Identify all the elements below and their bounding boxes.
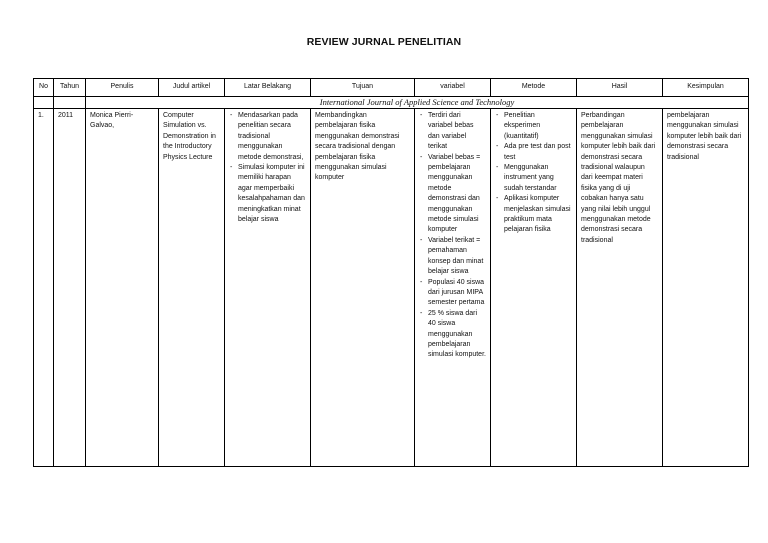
header-judul-artikel: Judul artikel — [159, 79, 225, 97]
list-item: - Populasi 40 siswa dari jurusan MIPA semester pertama — [419, 278, 486, 309]
header-hasil: Hasil — [577, 79, 663, 97]
list-item: - Mendasarkan pada penelitian secara tradisional menggunakan metode demonstrasi, — [229, 111, 306, 163]
header-tujuan: Tujuan — [311, 79, 415, 97]
list-item: - Ada pre test dan post test — [495, 142, 572, 163]
list-item: - Aplikasi komputer menjelaskan simulasi praktikum mata pelajaran fisika — [495, 194, 572, 236]
cell-no: 1. — [34, 109, 54, 467]
review-table — [33, 78, 749, 467]
cell-penulis: Monica Pierri-Galvao, — [86, 109, 159, 467]
cell-judul-artikel: Computer Simulation vs. Demonstration in the Introductory Physics Lecture — [159, 109, 225, 467]
header-tahun: Tahun — [54, 79, 86, 97]
page-title: REVIEW JURNAL PENELITIAN — [306, 36, 462, 48]
header-no: No — [34, 79, 54, 97]
cell-tahun: 2011 — [54, 109, 86, 467]
header-kesimpulan: Kesimpulan — [663, 79, 749, 97]
list-item: - Penelitian eksperimen (kuantitatif) — [495, 111, 572, 142]
header-latar-belakang: Latar Belakang — [225, 79, 311, 97]
journal-name: International Journal of Applied Science and Technology — [86, 97, 749, 109]
list-item: - Variabel bebas = pembelajaran menggunakan metode demonstrasi dan menggunakan metode simulasi komputer — [419, 153, 486, 236]
list-item: - Simulasi komputer ini memiliki harapan agar memperbaiki kesalahpahaman dan meningkatkan minat belajar siswa — [229, 163, 306, 225]
journal-row — [34, 97, 749, 109]
header-variabel: variabel — [415, 79, 491, 97]
header-penulis: Penulis — [86, 79, 159, 97]
cell-metode — [491, 109, 577, 467]
header-metode: Metode — [491, 79, 577, 97]
cell-hasil: Perbandingan pembelajaran menggunakan simulasi komputer lebih baik dari demonstrasi secara tradisional walaupun dari keempat materi fisika yang di uji cobakan hanya satu yang nilai lebih unggul menggunakan metode demonstrasi secara tradisional — [577, 109, 663, 467]
cell-variabel — [415, 109, 491, 467]
list-item: - Terdiri dari variabel bebas dan variabel terikat — [419, 111, 486, 153]
header-row — [34, 79, 749, 97]
cell-tujuan: Membandingkan pembelajaran fisika menggunakan demonstrasi secara tradisional dengan pembelajaran fisika menggunakan simulasi komputer — [311, 109, 415, 467]
list-item: - Menggunakan instrument yang sudah terstandar — [495, 163, 572, 194]
list-item: - 25 % siswa dari 40 siswa menggunakan pembelajaran simulasi komputer. — [419, 309, 486, 361]
cell-kesimpulan: pembelajaran menggunakan simulasi komputer lebih baik dari demonstrasi secara tradisional — [663, 109, 749, 467]
list-item: - Variabel terikat = pemahaman konsep dan minat belajar siswa — [419, 236, 486, 278]
cell-latar-belakang — [225, 109, 311, 467]
table-row — [34, 109, 749, 467]
